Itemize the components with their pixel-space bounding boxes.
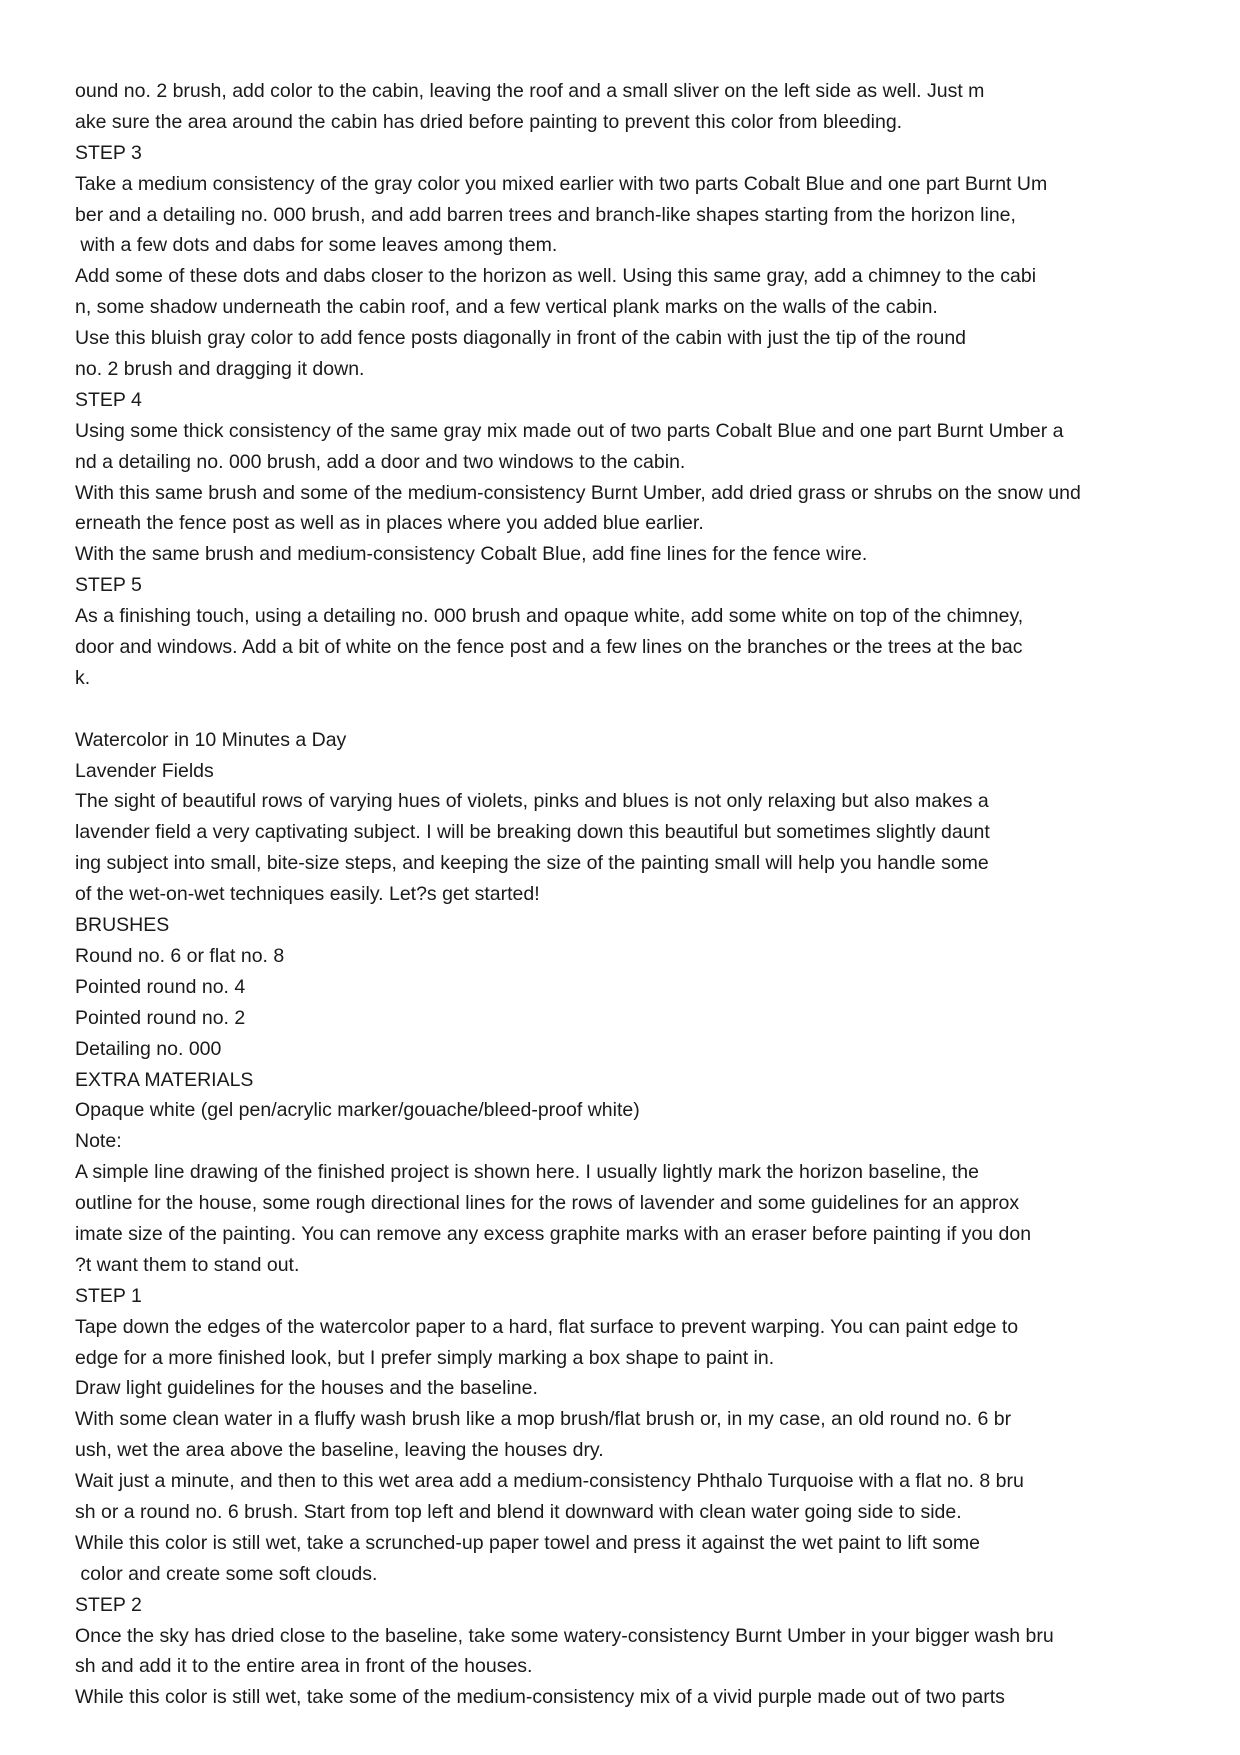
text-line: Round no. 6 or flat no. 8	[75, 944, 285, 967]
text-line: ake sure the area around the cabin has dried before painting to prevent this color from bleeding.	[75, 110, 903, 133]
text-line: Draw light guidelines for the houses and the baseline.	[75, 1377, 538, 1400]
text-line: outline for the house, some rough directional lines for the rows of lavender and some guidelines for an approx	[75, 1192, 1020, 1215]
text-line: While this color is still wet, take a scrunched-up paper towel and press it against the wet paint to lift some	[75, 1531, 981, 1554]
text-line: Note:	[75, 1130, 122, 1153]
text-line: k.	[75, 666, 91, 689]
text-line: with a few dots and dabs for some leaves among them.	[75, 234, 558, 257]
text-line: imate size of the painting. You can remove any excess graphite marks with an eraser before painting if you don	[75, 1222, 1032, 1245]
text-line: With the same brush and medium-consistency Cobalt Blue, add fine lines for the fence wire.	[75, 543, 868, 566]
text-line: A simple line drawing of the finished project is shown here. I usually lightly mark the horizon baseline, the	[75, 1161, 979, 1184]
text-line: ber and a detailing no. 000 brush, and add barren trees and branch-like shapes starting from the horizon line,	[75, 203, 1016, 226]
text-line: STEP 3	[75, 141, 142, 164]
text-line: STEP 5	[75, 574, 142, 597]
text-line: no. 2 brush and dragging it down.	[75, 358, 365, 381]
text-line: With some clean water in a fluffy wash brush like a mop brush/flat brush or, in my case, an old round no. 6 br	[75, 1408, 1012, 1431]
text-line: Wait just a minute, and then to this wet area add a medium-consistency Phthalo Turquoise with a flat no. 8 bru	[75, 1470, 1024, 1493]
text-line: color and create some soft clouds.	[75, 1562, 378, 1585]
text-line: STEP 2	[75, 1593, 142, 1616]
text-line: nd a detailing no. 000 brush, add a door and two windows to the cabin.	[75, 450, 686, 473]
text-line: The sight of beautiful rows of varying hues of violets, pinks and blues is not only relaxing but also makes a	[75, 790, 989, 813]
document-page	[75, 76, 1215, 1713]
text-line: Use this bluish gray color to add fence posts diagonally in front of the cabin with just the tip of the round	[75, 327, 967, 350]
text-line: As a finishing touch, using a detailing no. 000 brush and opaque white, add some white on top of the chimney,	[75, 605, 1024, 628]
text-line: Take a medium consistency of the gray color you mixed earlier with two parts Cobalt Blue and one part Burnt Um	[75, 172, 1048, 195]
text-line: EXTRA MATERIALS	[75, 1068, 254, 1091]
text-line: n, some shadow underneath the cabin roof, and a few vertical plank marks on the walls of the cabin.	[75, 296, 938, 319]
text-line: While this color is still wet, take some of the medium-consistency mix of a vivid purple made out of two parts	[75, 1686, 1005, 1709]
text-line: BRUSHES	[75, 914, 170, 937]
text-line: Add some of these dots and dabs closer to the horizon as well. Using this same gray, add a chimney to the cabi	[75, 265, 1037, 288]
text-line: ound no. 2 brush, add color to the cabin, leaving the roof and a small sliver on the left side as well. Just m	[75, 80, 985, 102]
text-line: Once the sky has dried close to the baseline, take some watery-consistency Burnt Umber in your bigger wash bru	[75, 1624, 1054, 1647]
text-line: ?t want them to stand out.	[75, 1253, 300, 1276]
text-line: edge for a more finished look, but I prefer simply marking a box shape to paint in.	[75, 1346, 775, 1369]
text-line: ing subject into small, bite-size steps, and keeping the size of the painting small will help you handle some	[75, 852, 989, 875]
text-line: Lavender Fields	[75, 759, 214, 782]
text-line: Watercolor in 10 Minutes a Day	[75, 728, 347, 751]
text-line: Using some thick consistency of the same gray mix made out of two parts Cobalt Blue and one part Burnt Umber a	[75, 419, 1064, 442]
text-line: With this same brush and some of the medium-consistency Burnt Umber, add dried grass or shrubs on the snow und	[75, 481, 1081, 504]
text-line: sh or a round no. 6 brush. Start from top left and blend it downward with clean water going side to side.	[75, 1500, 962, 1523]
text-line: Detailing no. 000	[75, 1037, 222, 1060]
text-line: Opaque white (gel pen/acrylic marker/gouache/bleed-proof white)	[75, 1099, 640, 1122]
text-line: ush, wet the area above the baseline, leaving the houses dry.	[75, 1439, 604, 1462]
text-line: Tape down the edges of the watercolor paper to a hard, flat surface to prevent warping. You can paint edge to	[75, 1315, 1019, 1338]
text-line: STEP 4	[75, 388, 142, 411]
blank-line	[75, 694, 1215, 725]
text-line: sh and add it to the entire area in front of the houses.	[75, 1655, 533, 1678]
text-line: erneath the fence post as well as in places where you added blue earlier.	[75, 512, 704, 535]
text-line: lavender field a very captivating subject. I will be breaking down this beautiful but sometimes slightly daunt	[75, 821, 990, 844]
text-line: of the wet-on-wet techniques easily. Let?s get started!	[75, 883, 540, 906]
text-line: STEP 1	[75, 1284, 142, 1307]
text-line: Pointed round no. 2	[75, 1006, 246, 1029]
text-line: door and windows. Add a bit of white on the fence post and a few lines on the branches or the trees at the bac	[75, 636, 1023, 659]
text-line: Pointed round no. 4	[75, 975, 246, 998]
